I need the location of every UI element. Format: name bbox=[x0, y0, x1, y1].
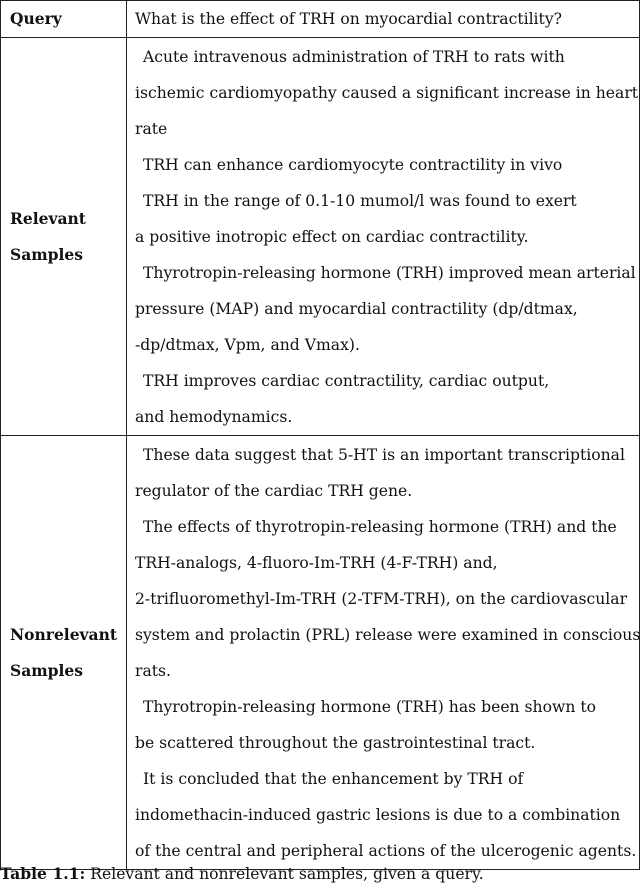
nonrelevant-line: 2-trifluoromethyl-Im-TRH (2-TFM-TRH), on the cardiovascular bbox=[135, 590, 628, 608]
relevant-line: Thyrotropin-releasing hormone (TRH) improved mean arterial bbox=[143, 264, 636, 282]
relevant-line: a positive inotropic effect on cardiac contractility. bbox=[135, 228, 529, 246]
nonrelevant-label-line1: Nonrelevant bbox=[10, 624, 118, 644]
relevant-line: TRH can enhance cardiomyocyte contractility in vivo bbox=[143, 156, 563, 174]
nonrelevant-line: These data suggest that 5-HT is an important transcriptional bbox=[143, 446, 625, 464]
nonrelevant-samples-cell bbox=[127, 436, 640, 870]
relevant-line: -dp/dtmax, Vpm, and Vmax). bbox=[135, 336, 360, 354]
relevant-line: TRH in the range of 0.1-10 mumol/l was found to exert bbox=[143, 192, 577, 210]
relevant-line: ischemic cardiomyopathy caused a significant increase in heart bbox=[135, 84, 639, 102]
query-text-cell bbox=[127, 1, 640, 38]
table-caption bbox=[0, 864, 484, 884]
caption-label: Table 1.1: bbox=[0, 864, 86, 883]
nonrelevant-line: of the central and peripheral actions of the ulcerogenic agents. bbox=[135, 842, 637, 860]
nonrelevant-line: system and prolactin (PRL) release were examined in conscious bbox=[135, 626, 640, 644]
relevant-row bbox=[1, 38, 640, 436]
relevant-samples-cell bbox=[127, 38, 640, 436]
relevant-line: and hemodynamics. bbox=[135, 408, 293, 426]
relevant-line: pressure (MAP) and myocardial contractility (dp/dtmax, bbox=[135, 300, 578, 318]
relevant-line: TRH improves cardiac contractility, cardiac output, bbox=[143, 372, 550, 390]
nonrelevant-line: TRH-analogs, 4-fluoro-Im-TRH (4-F-TRH) and, bbox=[135, 554, 498, 572]
nonrelevant-label-line2: Samples bbox=[10, 660, 83, 680]
nonrelevant-label-cell bbox=[1, 436, 127, 870]
relevant-label-cell bbox=[1, 38, 127, 436]
relevant-label-line2: Samples bbox=[10, 244, 83, 264]
nonrelevant-line: be scattered throughout the gastrointestinal tract. bbox=[135, 734, 536, 752]
nonrelevant-line: regulator of the cardiac TRH gene. bbox=[135, 482, 413, 500]
nonrelevant-row bbox=[1, 436, 640, 870]
query-text: What is the effect of TRH on myocardial contractility? bbox=[135, 10, 562, 28]
relevant-label-line1: Relevant bbox=[10, 208, 86, 228]
nonrelevant-line: rats. bbox=[135, 662, 171, 680]
nonrelevant-line: It is concluded that the enhancement by TRH of bbox=[143, 770, 524, 788]
relevant-line: Acute intravenous administration of TRH to rats with bbox=[143, 48, 565, 66]
query-row bbox=[1, 1, 640, 38]
relevant-line: rate bbox=[135, 120, 168, 138]
nonrelevant-line: The effects of thyrotropin-releasing hormone (TRH) and the bbox=[143, 518, 617, 536]
nonrelevant-line: Thyrotropin-releasing hormone (TRH) has been shown to bbox=[143, 698, 596, 716]
query-label-cell bbox=[1, 1, 127, 38]
nonrelevant-line: indomethacin-induced gastric lesions is due to a combination bbox=[135, 806, 621, 824]
query-label: Query bbox=[10, 9, 62, 28]
caption-text: Relevant and nonrelevant samples, given a query. bbox=[90, 865, 484, 883]
